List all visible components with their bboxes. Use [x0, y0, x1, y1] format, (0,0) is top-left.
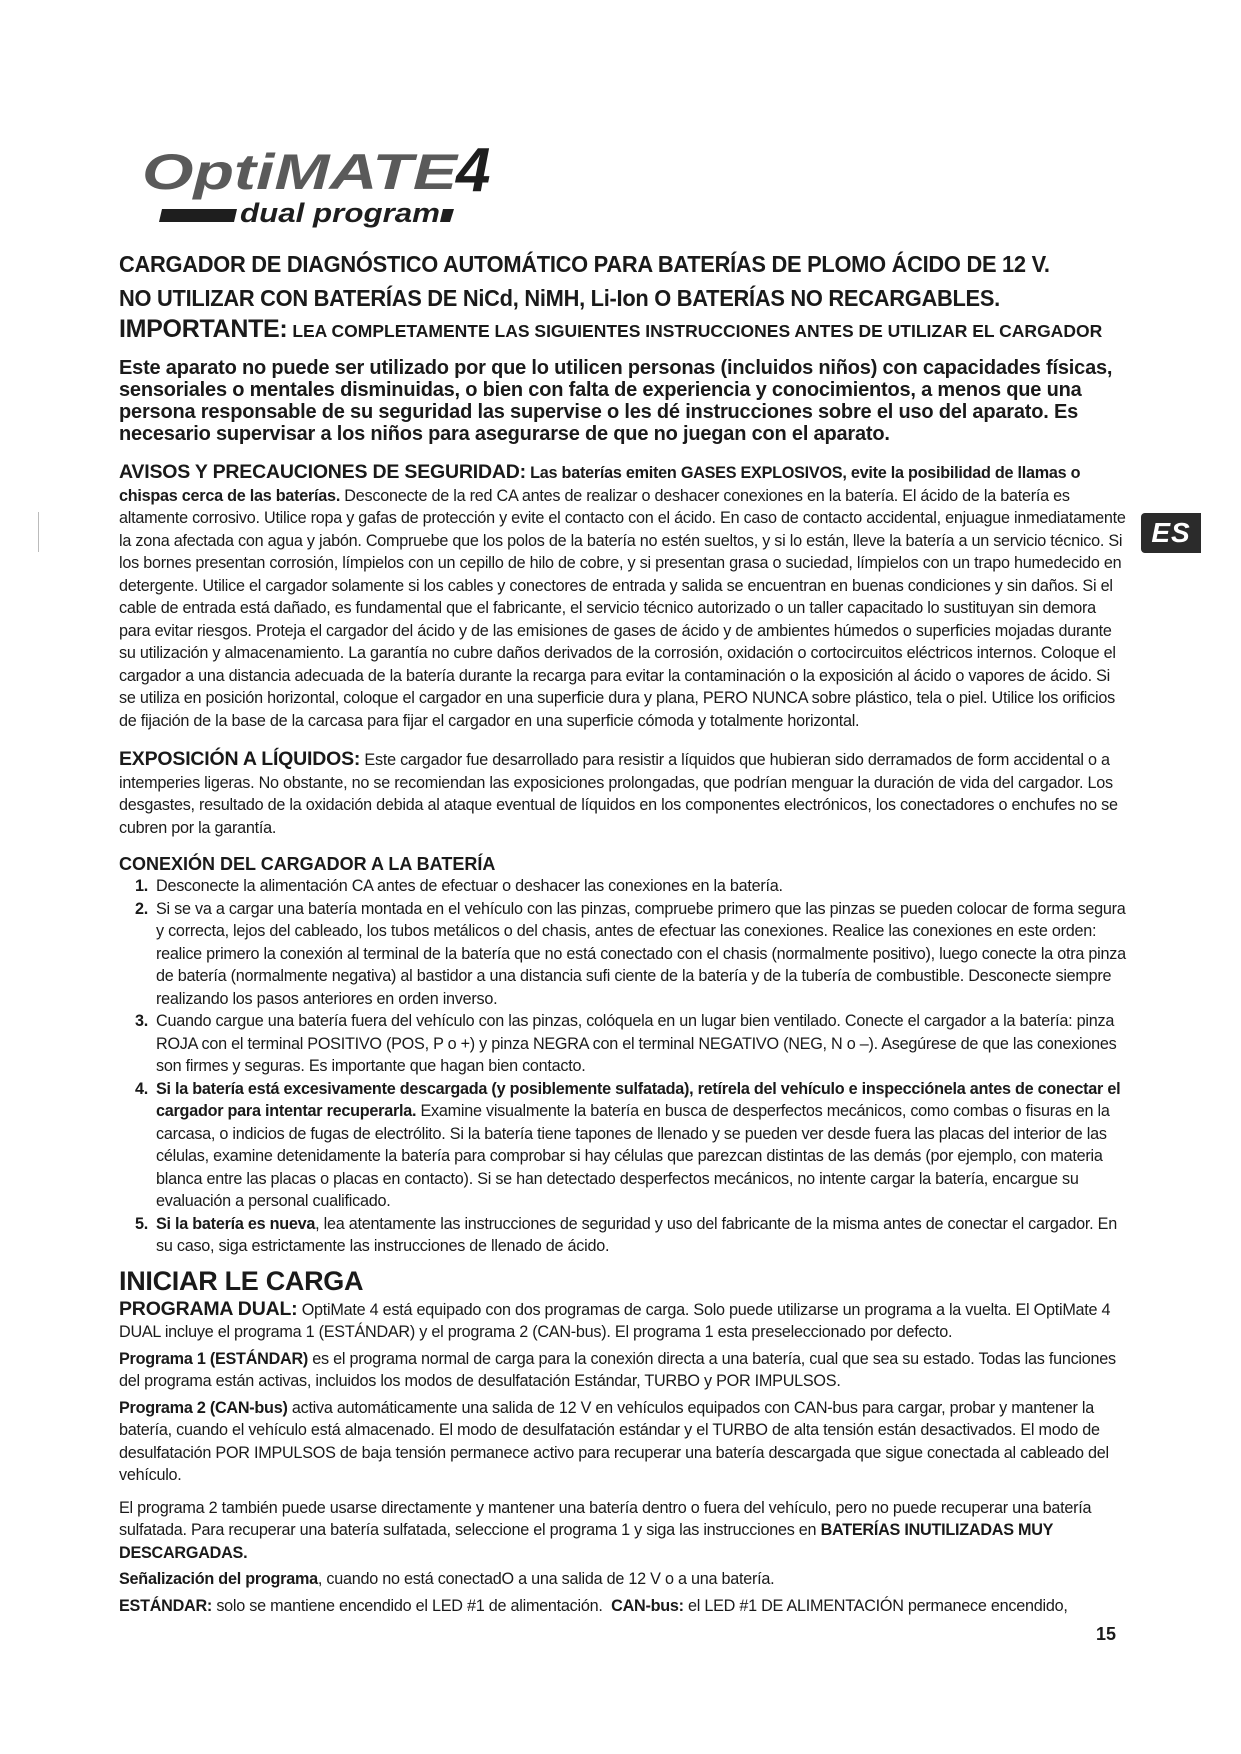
connection-step: [135, 1213, 1129, 1258]
dual-program-paragraph: [119, 1298, 1129, 1344]
heading-do-not-use: NO UTILIZAR CON BATERÍAS DE NiCd, NiMH, Li-Ion O BATERÍAS NO RECARGABLES.: [119, 285, 1000, 311]
standard-text: solo se mantiene encendido el LED #1 de alimentación.: [212, 1596, 612, 1615]
liquids-lead: EXPOSICIÓN A LÍQUIDOS:: [119, 748, 361, 770]
safety-bold-text: Las baterías emiten GASES EXPLOSIVOS, evite la posibilidad de llamas o chispas cerca de las baterías.: [119, 464, 1081, 505]
dual-program-lead: PROGRAMA DUAL:: [119, 1297, 298, 1320]
step-text: Cuando cargue una batería fuera del vehículo con las pinzas, colóquela en un lugar bien ventilado. Conecte el cargador a la batería: pinza ROJA con el terminal POSITIVO (POS, P o +) y pinza NEGRA con el terminal NEGATIVO (NEG, N o –). Asegúrese de que las conexiones son firmes y seguras. Es importante que hagan bien contacto.: [156, 1012, 1117, 1075]
step-number: 3.: [135, 1012, 149, 1030]
language-tab-es: ES: [1141, 513, 1201, 553]
page-content: [119, 247, 1129, 1617]
step-text: Examine visualmente la batería en busca de desperfectos mecánicos, como combas o fisuras en la carcasa, o indicios de fugas de electrólito. Si la batería tiene tapones de llenado y se pueden ver desde fuera las placas del interior de las células, examine detenidamente la batería para comprobar si hay células que parezcan distintas de las demás (por ejemplo, con materia blanca entre las placas o placas en contacto). Si se han detectado desperfectos mecánicos, no intente cargar la batería, encargue su evaluación a personal cualificado.: [156, 1102, 1110, 1210]
program2-text: activa automáticamente una salida de 12 V en vehículos equipados con CAN-bus para cargar, probar y mantener la batería, cuando el vehículo está almacenado. El modo de desulfatación estándar y el TURBO de alta tensión están desactivados. El modo de desulfatación POR IMPULSOS de baja tensión permanece activo para recuperar una batería descargada que sigue conectada al cableado del vehículo.: [119, 1398, 1109, 1484]
important-text: LEA COMPLETAMENTE LAS SIGUIENTES INSTRUCCIONES ANTES DE UTILIZAR EL CARGADOR: [287, 321, 1103, 341]
optimate-logo: [142, 143, 542, 228]
margin-line: [38, 512, 39, 552]
program2-extra-text: El programa 2 también puede usarse directamente y mantener una batería dentro o fuera del vehículo, pero no puede recuperar una batería sulfatada. Para recuperar una batería sulfatada, seleccione el programa 1 y siga las instrucciones en: [119, 1498, 1092, 1539]
program1-text: es el programa normal de carga para la conexión directa a una batería, cual que sea su estado. Todas las funciones del programa están activas, incluidos los modos de desulfatación Estándar, TURBO y POR IMPULSOS.: [119, 1349, 1116, 1390]
step-number: 1.: [135, 877, 149, 895]
step-bold: Si la batería está excesivamente descargada (y posiblemente sulfatada), retírela del vehículo e inspecciónela antes de conectar el cargador para intentar recuperarla.: [156, 1079, 1121, 1120]
program1-paragraph: [119, 1348, 1129, 1393]
safety-section: [119, 461, 1129, 732]
liquids-text: Este cargador fue desarrollado para resistir a líquidos que hubieran sido derramados de form accidental o a intemperies ligeras. No obstante, no se recomiendan las exposiciones prolongadas, que podrían menguar la duración de vida del cargador. Los desgastes, resultado de la oxidación debida al ataque eventual de líquidos en los componentes electrónicos, los conectadores o enchufes no se cubren por la garantía.: [119, 751, 1118, 837]
program1-lead: Programa 1 (ESTÁNDAR): [119, 1349, 309, 1368]
led-paragraph: [119, 1595, 1129, 1618]
signal-lead: Señalización del programa: [119, 1570, 318, 1588]
supervision-warning: Este aparato no puede ser utilizado por que lo utilicen personas (incluidos niños) con capacidades físicas, sensoriales o mentales disminuidas, o bien con falta de experiencia y conocimientos, a menos que una persona responsable de su seguridad las supervise o les dé instrucciones sobre el uso del aparato. Es necesario supervisar a los niños para asegurarse de que no juegan con el aparato.: [119, 357, 1113, 445]
connection-step: [135, 1078, 1129, 1213]
page-number: 15: [1096, 1624, 1117, 1644]
step-number: 4.: [135, 1079, 149, 1098]
program2-extra-paragraph: [119, 1497, 1129, 1565]
safety-lead: AVISOS Y PRECAUCIONES DE SEGURIDAD:: [119, 461, 526, 483]
signal-paragraph: [119, 1568, 1129, 1591]
step-number: 5.: [135, 1214, 149, 1233]
connection-step: [135, 875, 1129, 898]
step-bold: Si la batería es nueva: [156, 1214, 316, 1233]
dual-program-text: OptiMate 4 está equipado con dos programas de carga. Solo puede utilizarse un programa a la vuelta. El OptiMate 4 DUAL incluye el programa 1 (ESTÁNDAR) y el programa 2 (CAN-bus). El programa 1 esta preseleccionado por defecto.: [119, 1300, 1111, 1341]
connection-step: [135, 1010, 1129, 1078]
optimate-logo-graphic: [142, 143, 542, 228]
connection-steps: [119, 875, 1129, 1258]
program2-extra-bold: BATERÍAS INUTILIZADAS MUY DESCARGADAS.: [119, 1521, 1053, 1562]
canbus-text: el LED #1 DE ALIMENTACIÓN permanece encendido,: [683, 1596, 1068, 1615]
important-lead: IMPORTANTE:: [119, 315, 288, 343]
signal-text: , cuando no está conectadO a una salida de 12 V o a una batería.: [317, 1570, 775, 1588]
step-text: Si se va a cargar una batería montada en el vehículo con las pinzas, compruebe primero que las pinzas se pueden colocar de forma segura y correcta, lejos del cableado, los tubos metálicos o del chasis, antes de efectuar las conexiones. Realice las conexiones en este orden: realice primero la conexión al terminal de la batería que no está conectado con el chasis (normalmente positivo), luego conecte la otra pinza de batería (normalmente negativa) al bastidor a una distancia sufi ciente de la batería y de la tubería de combustible. Desconecte siempre realizando los pasos anteriores en orden inverso.: [156, 899, 1126, 1008]
liquids-section: [119, 748, 1129, 839]
important-notice: [119, 315, 1129, 343]
safety-text: Desconecte de la red CA antes de realizar o deshacer conexiones en la batería. El ácido de la batería es altamente corrosivo. Utilice ropa y gafas de protección y evite el contacto con el ácido. En caso de contacto accidental, enjuague inmediatamente la zona afectada con agua y jabón. Compruebe que los polos de la batería no estén sueltos, y si lo están, lleve la batería a un servicio técnico. Si los bornes presentan corrosión, límpielos con un cepillo de hilo de cobre, y si presentan grasa o suciedad, límpielos con un trapo humedecido en detergente. Utilice el cargador solamente si los cables y conectores de entrada y salida se encuentran en buenas condiciones y sin daños. Si el cable de entrada está dañado, es fundamental que el fabricante, el servicio técnico autorizado o un taller capacitado lo sustituyan sin demora para evitar riesgos. Proteja el cargador del ácido y de las emisiones de gases de ácido y de ambientes húmedos o superficies mojadas durante su utilización y almacenamiento. La garantía no cubre daños derivados de la corrosión, oxidación o cortocircuitos eléctricos internos. Coloque el cargador a una distancia adecuada de la batería durante la recarga para evitar la contaminación o la exposición al ácido o vapores de ácido. Si se utiliza en posición horizontal, coloque el cargador en una superficie dura y plana, PERO NUNCA sobre plástico, tela o piel. Utilice los orificios de fijación de la base de la carcasa para fijar el cargador en una superficie cómoda y totalmente horizontal.: [119, 486, 1126, 730]
step-text: Desconecte la alimentación CA antes de efectuar o deshacer las conexiones en la batería.: [156, 877, 783, 895]
step-number: 2.: [135, 899, 149, 918]
connection-step: [135, 898, 1129, 1011]
connection-heading: CONEXIÓN DEL CARGADOR A LA BATERÍA: [119, 854, 496, 874]
svg-text:OptiMATE: OptiMATE: [142, 144, 460, 200]
program2-paragraph: [119, 1397, 1129, 1487]
standard-lead: ESTÁNDAR:: [119, 1596, 213, 1615]
svg-text:dual program: dual program: [240, 198, 440, 228]
start-charge-heading: INICIAR LE CARGA: [119, 1265, 364, 1296]
canbus-lead: CAN-bus:: [611, 1596, 684, 1615]
program2-lead: Programa 2 (CAN-bus): [119, 1398, 288, 1417]
step-text: , lea atentamente las instrucciones de seguridad y uso del fabricante de la misma antes de conectar el cargador. En su caso, siga estrictamente las instrucciones de llenado de ácido.: [156, 1214, 1117, 1255]
heading-charger-type: CARGADOR DE DIAGNÓSTICO AUTOMÁTICO PARA BATERÍAS DE PLOMO ÁCIDO DE 12 V.: [119, 251, 1050, 277]
svg-text:4: 4: [456, 143, 491, 205]
